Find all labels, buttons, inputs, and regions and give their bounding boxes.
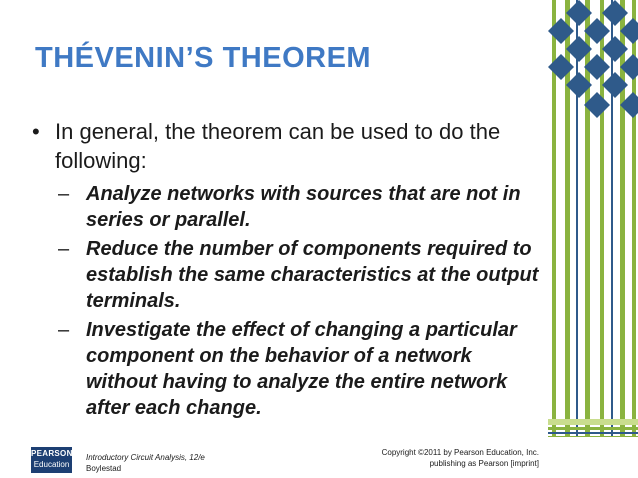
sub-bullet-item (58, 317, 548, 421)
sub-bullet-marker: – (58, 319, 70, 341)
diamond (620, 18, 638, 44)
logo-line-2: Education (33, 460, 70, 469)
book-title: Introductory Circuit Analysis, 12/e (86, 453, 205, 462)
diamond (602, 72, 628, 98)
diamond (602, 0, 628, 26)
sub-bullet-marker: – (58, 238, 70, 260)
sub-bullet-text: Analyze networks with sources that are not in series or parallel. (86, 183, 521, 231)
sub-bullet-item (58, 236, 548, 314)
bullet-marker: • (32, 119, 40, 144)
bullet-item (32, 117, 532, 175)
diamond (620, 92, 638, 118)
author: Boylestad (86, 464, 122, 473)
diamond (584, 18, 610, 44)
footer-copyright (330, 447, 539, 469)
diamond (584, 92, 610, 118)
diamond (584, 54, 610, 80)
diamond (566, 72, 592, 98)
diamond (566, 36, 592, 62)
slide-title: THÉVENIN’S THEOREM (35, 42, 372, 74)
copyright-line-2: publishing as Pearson [imprint] (429, 459, 539, 468)
sub-bullet-item (58, 181, 548, 233)
diamond (548, 54, 574, 80)
bullet-text: In general, the theorem can be used to do the following: (55, 119, 501, 173)
copyright-line-1: Copyright ©2011 by Pearson Education, Inc. (381, 448, 539, 457)
diamond (602, 36, 628, 62)
pearson-logo (31, 447, 72, 473)
sub-bullet-text: Reduce the number of components required to establish the same characteristics at the output terminals. (86, 238, 539, 312)
diamond (620, 54, 638, 80)
diamond (548, 18, 574, 44)
logo-line-1: PEARSON (31, 449, 73, 458)
sub-bullet-marker: – (58, 183, 70, 205)
sub-bullet-text: Investigate the effect of changing a particular component on the behavior of a network without having to analyze the entire network after each change. (86, 319, 517, 419)
footer-book-info (86, 452, 326, 474)
diamond (566, 0, 592, 26)
